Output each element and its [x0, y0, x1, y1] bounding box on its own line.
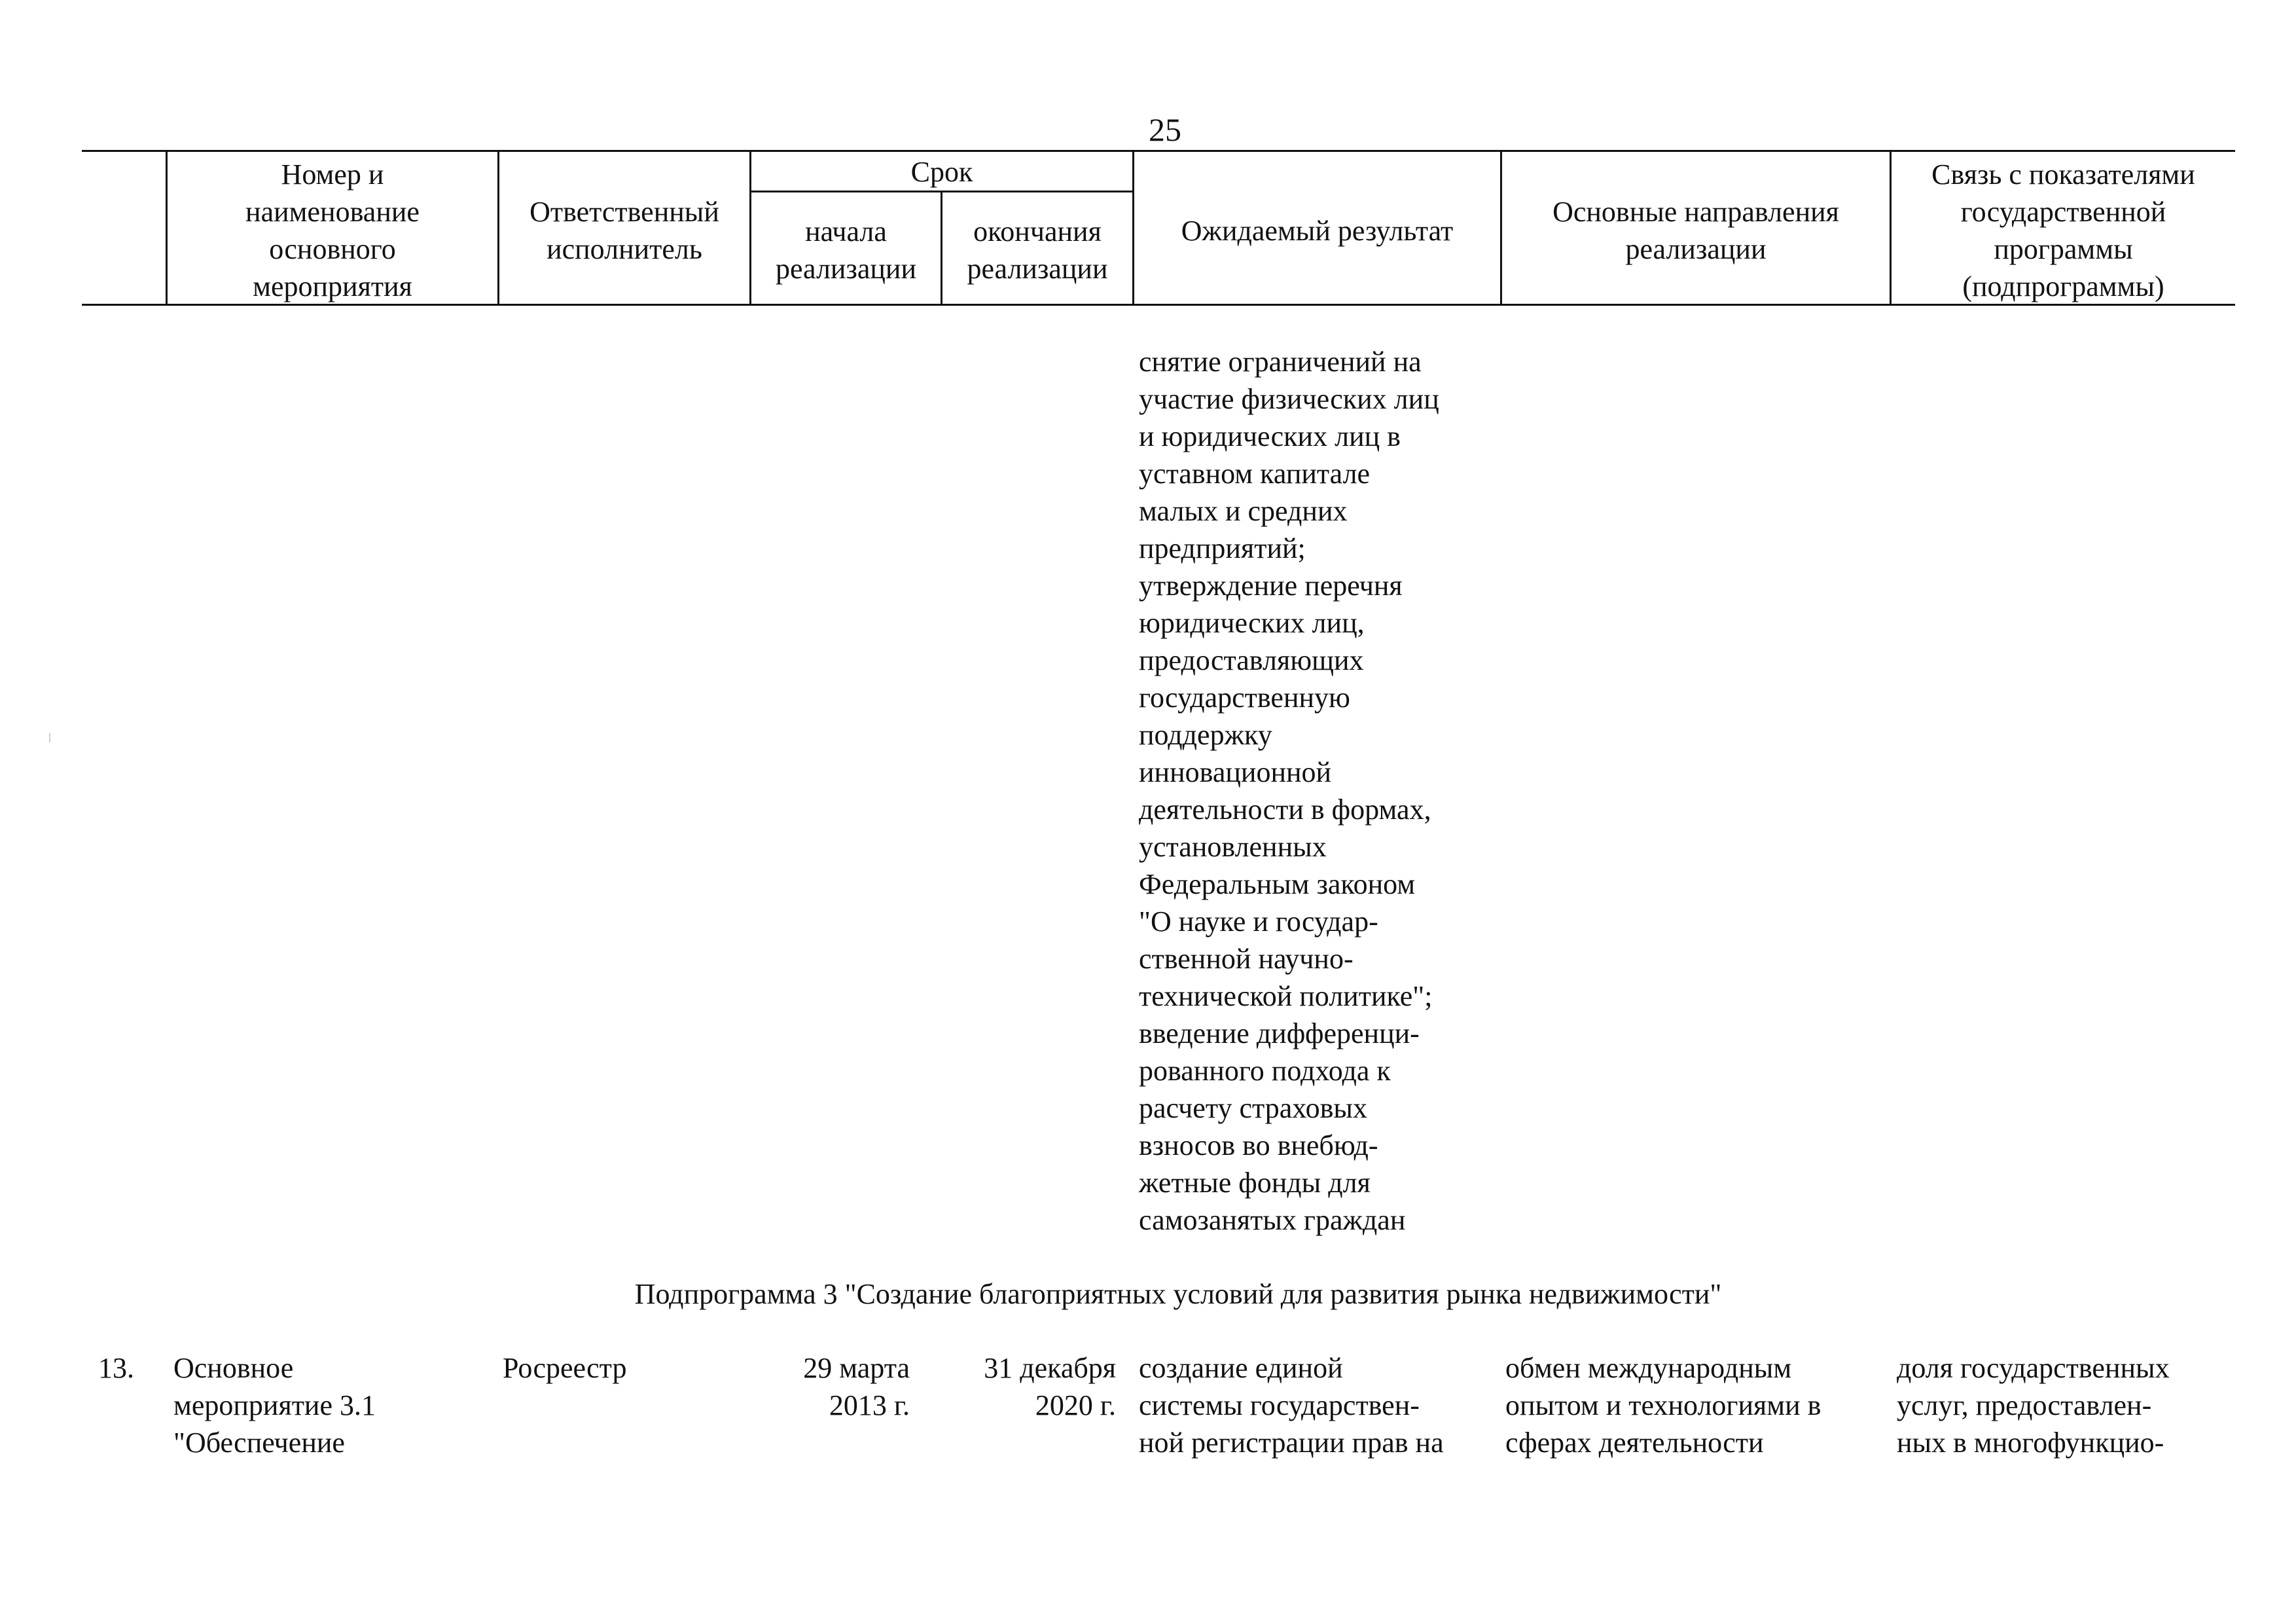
row-name: Основное мероприятие 3.1 "Обеспечение [173, 1352, 376, 1459]
row-responsible: Росреестр [503, 1352, 627, 1384]
header-term: Срок [910, 156, 973, 188]
header-link-indicators: Связь с показателями государственной программы (подпрограммы) [1931, 158, 2195, 302]
row-directions: обмен международным опытом и технологиями в сферах деятельности [1505, 1352, 1821, 1459]
continuation-expected-result: снятие ограничений на участие физических лиц и юридических лиц в уставном капитале малых и средних предприятий; утверждение перечня юридических лиц, предоставляющих государственную поддержку инновационной деятельности в формах, установленных Федеральным законом "О науке и государ- ственной научно- технической политике"; введение дифференци- рованного подхода к расчету страховых взносов во внебюд- жетные фонды для самозанятых граждан [1139, 346, 1439, 1236]
row-end-date: 31 декабря 2020 г. [984, 1352, 1116, 1421]
header-number-name: Номер и наименование основного мероприятия [245, 158, 420, 302]
row-start-date: 29 марта 2013 г. [803, 1352, 910, 1421]
header-responsible: Ответственный исполнитель [529, 196, 719, 265]
row-number: 13. [98, 1352, 134, 1384]
page-number: 25 [1149, 111, 1181, 148]
header-top-border [82, 150, 2235, 152]
header-expected-result: Ожидаемый результат [1181, 215, 1454, 247]
row-link-indicators: доля государственных услуг, предоставлен- ных в многофункцио- [1897, 1352, 2170, 1459]
subprogram-title: Подпрограмма 3 "Создание благоприятных условий для развития рынка недвижимости" [634, 1278, 1722, 1310]
header-directions: Основные направления реализации [1552, 196, 1839, 265]
row-expected-result: создание единой системы государствен- ной регистрации прав на [1139, 1352, 1444, 1459]
scan-artifact [49, 733, 50, 742]
header-end: окончания реализации [967, 215, 1108, 285]
header-start: начала реализации [775, 215, 917, 285]
